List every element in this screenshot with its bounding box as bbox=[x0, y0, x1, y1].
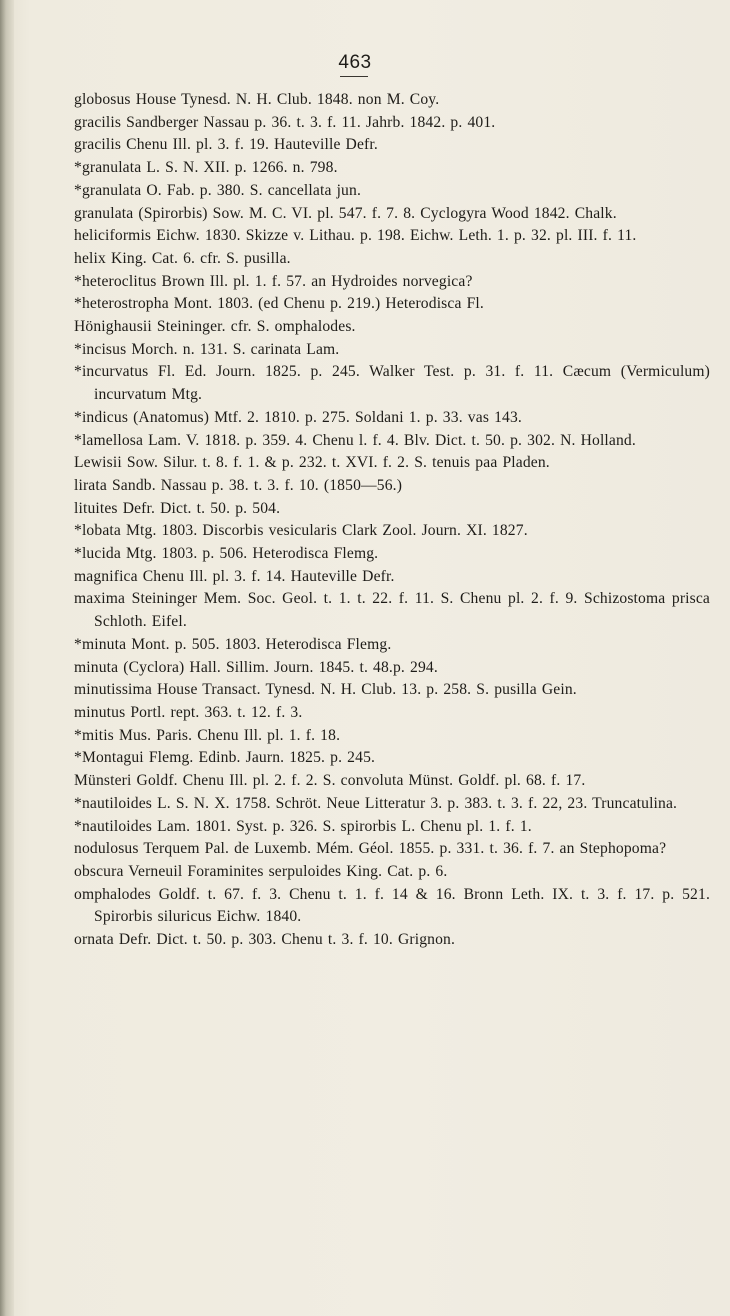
page-number-rule bbox=[340, 76, 368, 77]
species-entry: lituites Defr. Dict. t. 50. p. 504. bbox=[74, 499, 281, 517]
species-entry: Hönighausii Steininger. cfr. S. omphalodes. bbox=[74, 318, 356, 336]
species-entry: heliciformis Eichw. 1830. Skizze v. Lithau. p. 198. Eichw. Leth. 1. p. 32. pl. III. f. 11. bbox=[74, 227, 637, 245]
species-entry: *incisus Morch. n. 131. S. carinata Lam. bbox=[74, 340, 340, 358]
species-entry: Münsteri Goldf. Chenu Ill. pl. 2. f. 2. S. convoluta Münst. Goldf. pl. 68. f. 17. bbox=[74, 772, 586, 790]
species-entry: *heteroclitus Brown Ill. pl. 1. f. 57. an Hydroides norvegica? bbox=[74, 272, 473, 290]
species-entry: helix King. Cat. 6. cfr. S. pusilla. bbox=[74, 249, 291, 267]
species-entry: ornata Defr. Dict. t. 50. p. 303. Chenu t. 3. f. 10. Grignon. bbox=[74, 931, 456, 949]
species-entry: *heterostropha Mont. 1803. (ed Chenu p. 219.) Heterodisca Fl. bbox=[74, 295, 484, 313]
species-entry: nodulosus Terquem Pal. de Luxemb. Mém. Géol. 1855. p. 331. t. 36. f. 7. an Stephopoma? bbox=[74, 840, 667, 858]
species-entry: magnifica Chenu Ill. pl. 3. f. 14. Hauteville Defr. bbox=[74, 567, 395, 585]
species-entry: omphalodes Goldf. t. 67. f. 3. Chenu t. 1. f. 14 & 16. Bronn Leth. IX. t. 3. f. 17. p. 521. Spirorbis siluricus Eichw. 1840. bbox=[74, 885, 710, 926]
species-entry: *lucida Mtg. 1803. p. 506. Heterodisca Flemg. bbox=[74, 545, 379, 563]
species-entry: *lamellosa Lam. V. 1818. p. 359. 4. Chenu l. f. 4. Blv. Dict. t. 50. p. 302. N. Holland. bbox=[74, 431, 636, 449]
page-number: 463 bbox=[338, 52, 372, 73]
species-entry: minuta (Cyclora) Hall. Sillim. Journ. 1845. t. 48.p. 294. bbox=[74, 658, 438, 676]
species-entry: *mitis Mus. Paris. Chenu Ill. pl. 1. f. 18. bbox=[74, 726, 341, 744]
species-entry: *minuta Mont. p. 505. 1803. Heterodisca Flemg. bbox=[74, 635, 392, 653]
species-entry: *granulata L. S. N. XII. p. 1266. n. 798. bbox=[74, 159, 338, 177]
species-entry: maxima Steininger Mem. Soc. Geol. t. 1. t. 22. f. 11. S. Chenu pl. 2. f. 9. Schizostoma prisca Schloth. Eifel. bbox=[74, 590, 710, 631]
species-entry: granulata (Spirorbis) Sow. M. C. VI. pl. 547. f. 7. 8. Cyclogyra Wood 1842. Chalk. bbox=[74, 204, 617, 222]
species-entry: gracilis Sandberger Nassau p. 36. t. 3. f. 11. Jahrb. 1842. p. 401. bbox=[74, 113, 496, 131]
binding-gutter bbox=[0, 0, 14, 1316]
species-entry: lirata Sandb. Nassau p. 38. t. 3. f. 10. (1850—56.) bbox=[74, 476, 403, 494]
species-entry: *granulata O. Fab. p. 380. S. cancellata jun. bbox=[74, 181, 361, 199]
species-entry: obscura Verneuil Foraminites serpuloides King. Cat. p. 6. bbox=[74, 862, 448, 880]
species-entry: *indicus (Anatomus) Mtf. 2. 1810. p. 275. Soldani 1. p. 33. vas 143. bbox=[74, 408, 522, 426]
species-entry: *nautiloides Lam. 1801. Syst. p. 326. S. spirorbis L. Chenu pl. 1. f. 1. bbox=[74, 817, 532, 835]
species-entry: minutus Portl. rept. 363. t. 12. f. 3. bbox=[74, 703, 303, 721]
species-entry: Lewisii Sow. Silur. t. 8. f. 1. & p. 232. t. XVI. f. 2. S. tenuis paa Pladen. bbox=[74, 454, 550, 472]
species-entry: *Montagui Flemg. Edinb. Jaurn. 1825. p. 245. bbox=[74, 749, 376, 767]
species-entry: *incurvatus Fl. Ed. Journ. 1825. p. 245. Walker Test. p. 31. f. 11. Cæcum (Vermiculum) incurvatum Mtg. bbox=[74, 363, 710, 404]
species-entry: *lobata Mtg. 1803. Discorbis vesicularis Clark Zool. Journ. XI. 1827. bbox=[74, 522, 528, 540]
species-entry-list bbox=[74, 89, 710, 952]
species-entry: globosus House Tynesd. N. H. Club. 1848. non M. Coy. bbox=[74, 91, 440, 108]
species-entry: gracilis Chenu Ill. pl. 3. f. 19. Hauteville Defr. bbox=[74, 136, 378, 154]
species-entry: minutissima House Transact. Tynesd. N. H. Club. 13. p. 258. S. pusilla Gein. bbox=[74, 681, 577, 699]
species-entry: *nautiloides L. S. N. X. 1758. Schröt. Neue Litteratur 3. p. 383. t. 3. f. 22, 23. Truncatulina. bbox=[74, 794, 678, 812]
